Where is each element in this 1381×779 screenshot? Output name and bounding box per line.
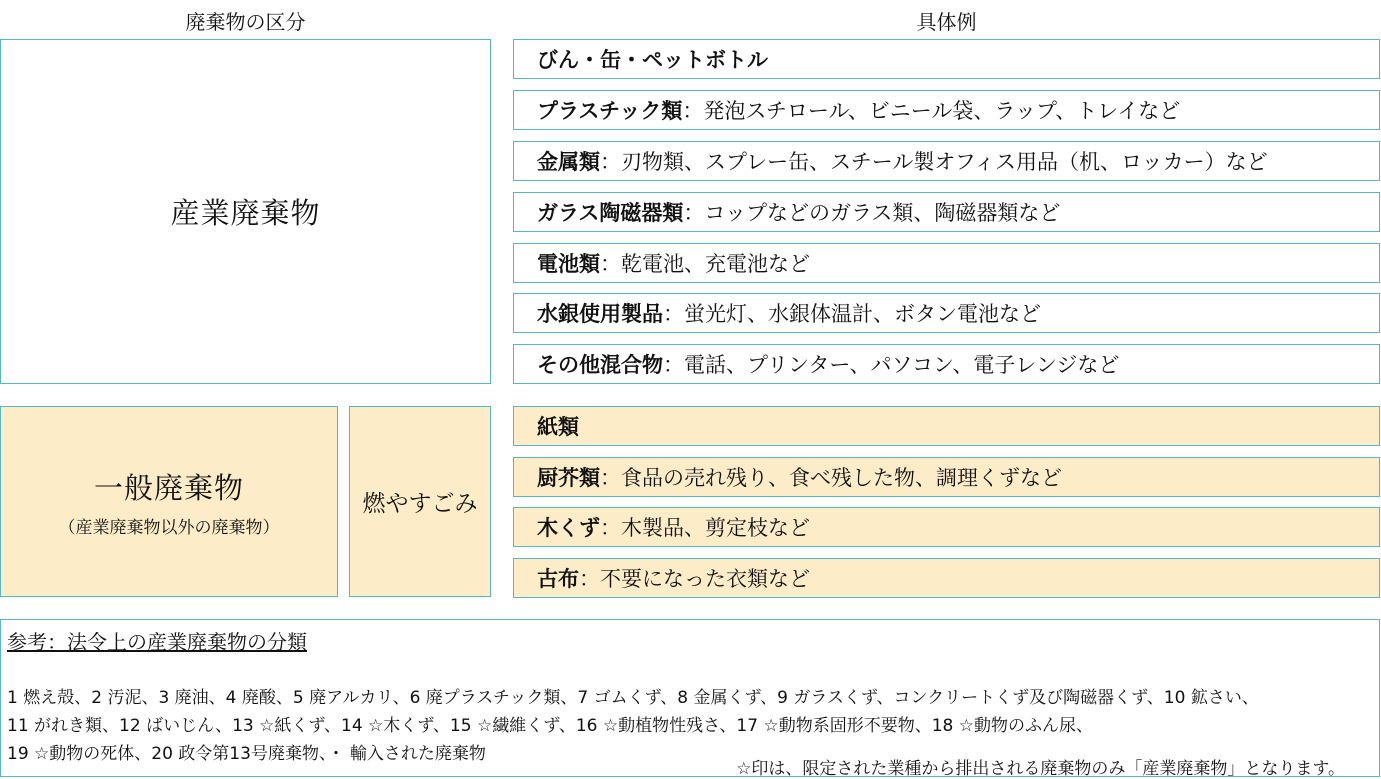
general-row: [513, 406, 1380, 446]
industrial-row-name: 水銀使用製品: [537, 302, 663, 326]
burnable-waste-label: 燃やすごみ: [362, 491, 478, 517]
industrial-row-name: 電池類: [537, 252, 600, 276]
burnable-waste-box: [349, 406, 491, 597]
industrial-row: [513, 344, 1380, 384]
industrial-row-name: ガラス陶磁器類: [537, 201, 684, 225]
general-waste-label: 一般廃棄物: [93, 470, 244, 505]
industrial-row-desc: ：乾電池、充電池など: [600, 252, 810, 276]
reference-line: 1 燃え殻、2 汚泥、3 廃油、4 廃酸、5 廃アルカリ、6 廃プラスチック類、7 ゴムくず、8 金属くず、9 ガラスくず、コンクリートくず及び陶磁器くず、10 鉱さい、: [7, 688, 1259, 708]
general-row: [513, 457, 1380, 497]
industrial-row-name: 金属類: [537, 150, 600, 174]
industrial-waste-box: [0, 39, 491, 384]
reference-box: [0, 619, 1380, 777]
general-row: [513, 558, 1380, 598]
industrial-row: [513, 293, 1380, 333]
category-header: 廃棄物の区分: [185, 10, 306, 34]
general-row-name: 木くず: [537, 516, 600, 540]
industrial-row-desc: ：蛍光灯、水銀体温計、ボタン電池など: [663, 302, 1041, 326]
industrial-row: [513, 192, 1380, 232]
industrial-row-desc: ：発泡スチロール、ビニール袋、ラップ、トレイなど: [682, 99, 1181, 123]
industrial-row-name: その他混合物: [537, 353, 663, 377]
examples-header: 具体例: [916, 10, 977, 34]
reference-line: 11 がれき類、12 ばいじん、13 ☆紙くず、14 ☆木くず、15 ☆繊維くず、16 ☆動植物性残さ、17 ☆動物系固形不要物、18 ☆動物のふん尿、: [7, 716, 1093, 736]
general-row-desc: ：不要になった衣類など: [579, 567, 810, 591]
industrial-row: [513, 141, 1380, 181]
reference-title: 参考：法令上の産業廃棄物の分類: [7, 630, 307, 654]
reference-note: ☆印は、限定された業種から排出される廃棄物のみ「産業廃棄物」となります。: [736, 759, 1345, 779]
industrial-row-name: プラスチック類: [537, 99, 683, 123]
general-row-name: 古布: [537, 567, 579, 591]
industrial-row: [513, 243, 1380, 283]
general-row-desc: ：食品の売れ残り、食べ残した物、調理くずなど: [600, 466, 1062, 490]
industrial-waste-label: 産業廃棄物: [170, 196, 321, 230]
general-row-name: 厨芥類: [537, 466, 600, 490]
general-row-name: 紙類: [537, 415, 579, 439]
industrial-row-desc: ：刃物類、スプレー缶、スチール製オフィス用品（机、ロッカー）など: [600, 150, 1268, 174]
industrial-row: [513, 39, 1380, 79]
general-row: [513, 507, 1380, 547]
general-waste-sublabel: （産業廃棄物以外の廃棄物）: [58, 517, 280, 538]
industrial-row-name: びん・缶・ペットボトル: [537, 48, 768, 72]
industrial-row: [513, 90, 1380, 130]
reference-line: 19 ☆動物の死体、20 政令第13号廃棄物、・ 輸入された廃棄物: [7, 744, 486, 764]
general-waste-box: [0, 406, 338, 597]
industrial-row-desc: ：コップなどのガラス類、陶磁器類など: [683, 201, 1061, 225]
industrial-row-desc: ：電話、プリンター、パソコン、電子レンジなど: [663, 353, 1120, 377]
general-row-desc: ：木製品、剪定枝など: [600, 516, 810, 540]
